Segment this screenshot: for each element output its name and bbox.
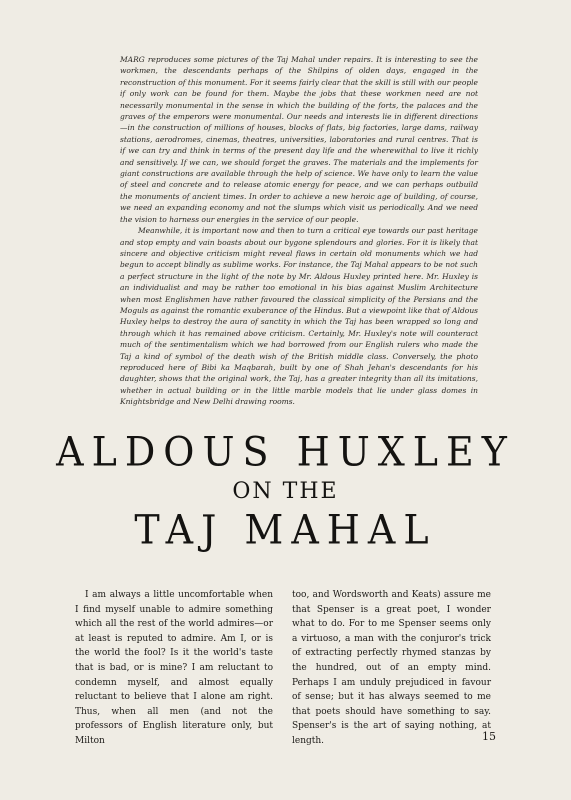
intro-paragraph-1: MARG reproduces some pictures of the Taj Mahal under repairs. It is interesting to see the workmen, the descendants perhaps of the Shilpins of olden days, engaged in the reconstruction of this monument. For it seems fairly clear that the skill is still with our people if only work can be found for them. Maybe the jobs that these workmen need are not necessarily monumental in the sense in which the building of the forts, the palaces and the graves of the emperors were monumental. Our needs and interests lie in different directions—in the construction of millions of houses, blocks of flats, big factories, large dams, railway stations, aerodromes, cinemas, theatres, universities, laboratories and rural centres. That is if we can try and think in terms of the present day life and the wherewithal to live it richly and sensitively. If we can, we should forget the graves. The materials and the implements for giant constructions are available through the help of science. We have only to learn the value of steel and concrete and to release atomic energy for peace, and we can perhaps outbuild the monuments of ancient times. In order to achieve a new heroic age of building, of course, we need an expanding economy and not the slumps which visit us periodically. And we need the vision to harness our energies in the service of our people. <box>120 55 478 224</box>
article-column-left <box>75 588 273 749</box>
article-column-right <box>292 588 491 749</box>
article-title-line-1: ALDOUS HUXLEY <box>56 428 515 476</box>
editorial-intro <box>120 54 478 408</box>
article-text-right: too, and Wordsworth and Keats) assure me that Spenser is a great poet, I wonder what to do. For to me Spenser seems only a virtuoso, a man with the conjuror's trick of extracting perfectly rhymed stanzas by the hundred, out of an empty mind. Perhaps I am unduly prejudiced in favour of sense; but it has always seemed to me that poets should have something to say. Spenser's is the art of saying nothing, at length. <box>292 590 491 746</box>
intro-paragraph-2: Meanwhile, it is important now and then to turn a critical eye towards our past heritage and stop empty and vain boasts about our bygone splendours and glories. For it is likely that sincere and objective criticism might reveal flaws in certain old monuments which we had begun to accept blindly as sublime works. For instance, the Taj Mahal appears to be not such a perfect structure in the light of the note by Mr. Aldous Huxley printed here. Mr. Huxley is an individualist and may be rather too emotional in his bias against Muslim Architecture when most Englishmen have rather favoured the classical simplicity of the Persians and the Moguls as against the romantic exuberance of the Hindus. But a viewpoint like that of Aldous Huxley helps to destroy the aura of sanctity in which the Taj has been wrapped so long and through which it has remained above criticism. Certainly, Mr. Huxley's note will counteract much of the sentimentalism which we had borrowed from our English rulers who made the Taj a kind of symbol of the death wish of the British middle class. Conversely, the photo reproduced here of Bibi ka Maqbarah, built by one of Shah Jehan's descendants for his daughter, shows that the original work, the Taj, has a greater integrity than all its imitations, whether in actual building or in the little marble models that lie under glass domes in Knightsbridge and New Delhi drawing rooms. <box>120 226 478 407</box>
article-title-line-2: ON THE <box>232 479 339 504</box>
article-title-line-3: TAJ MAHAL <box>134 506 437 554</box>
page-number: 15 <box>482 730 496 743</box>
article-text-left: I am always a little uncomfortable when I find myself unable to admire something which all the rest of the world admires—or at least is reputed to admire. Am I, or is the world the fool? Is it the world's taste that is bad, or is mine? I am reluctant to condemn myself, and almost equally reluctant to believe that I alone am right. Thus, when all men (and not the professors of English literature only, but Milton <box>75 590 273 746</box>
